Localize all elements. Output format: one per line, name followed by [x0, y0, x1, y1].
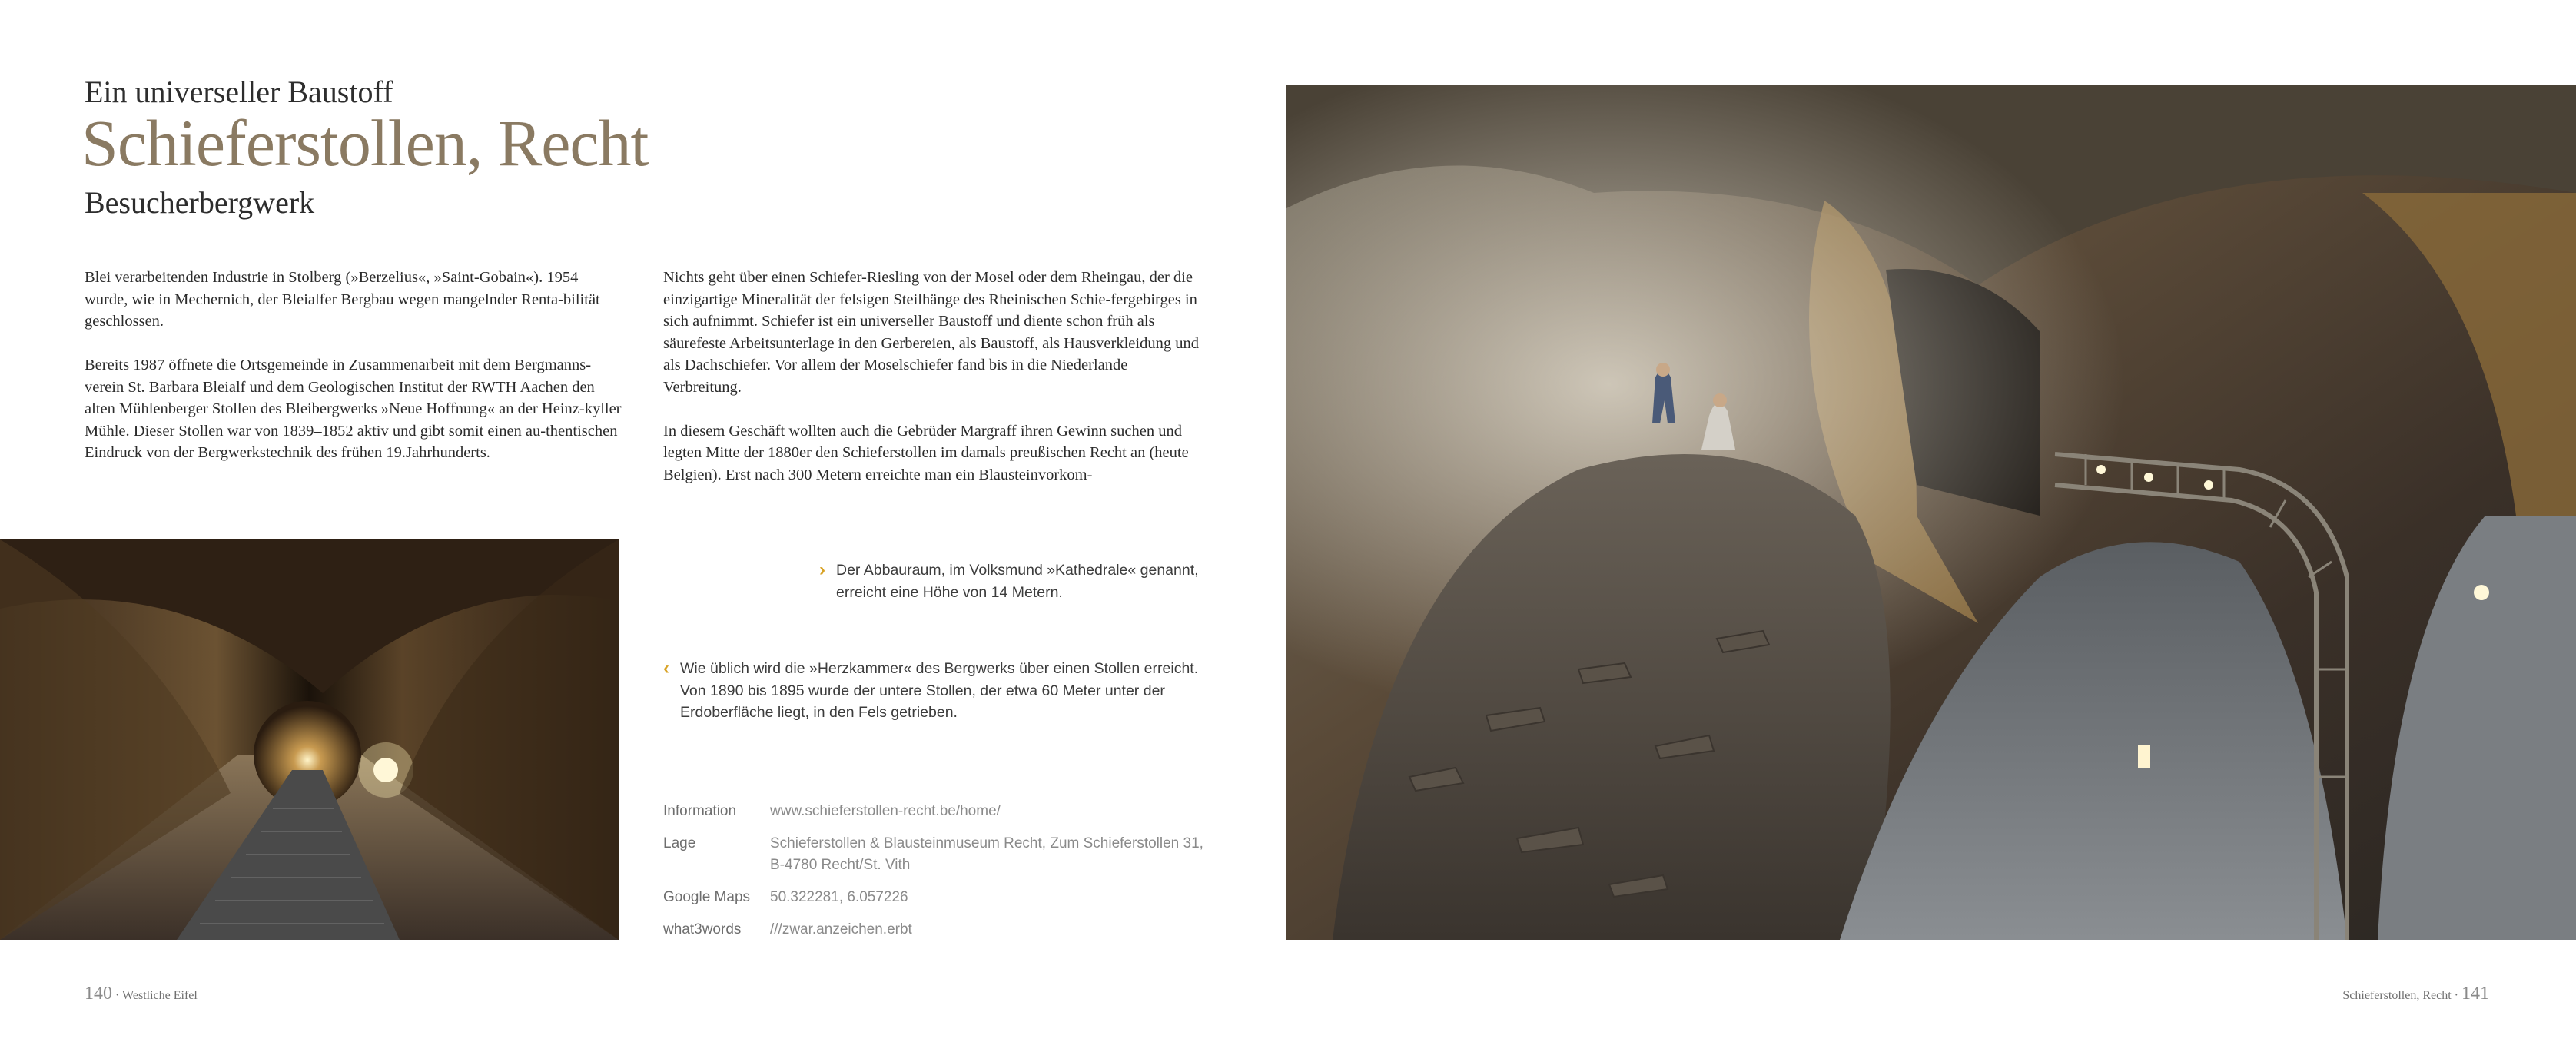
- info-label: Google Maps: [663, 889, 751, 905]
- info-row-what3words: [663, 919, 1217, 941]
- info-row-lage: [663, 833, 1217, 876]
- info-coordinates: 50.322281, 6.057226: [770, 889, 908, 905]
- body-column-left: [85, 267, 622, 486]
- info-label: what3words: [663, 921, 742, 938]
- info-label: Lage: [663, 835, 696, 851]
- info-row-information: [663, 801, 1217, 822]
- chevron-left-icon: ‹: [663, 658, 669, 679]
- paragraph: In diesem Geschäft wollten auch die Gebrüder Margraff ihren Gewinn suchen und legten Mitte der 1880er den Schieferstollen im damals preußischen Recht an (heute Belgien). Erst nach 300 Metern erreichte man ein Blausteinvorkom-: [663, 422, 1189, 483]
- section-name-right: Schieferstollen, Recht: [2342, 989, 2452, 1002]
- info-website-link[interactable]: www.schieferstollen-recht.be/home/: [770, 803, 1001, 819]
- footer-right: [2342, 984, 2489, 1004]
- section-name-left: Westliche Eifel: [122, 989, 198, 1002]
- subtitle: Besucherbergwerk: [85, 185, 315, 220]
- paragraph: Blei verarbeitenden Industrie in Stolberg (»Berzelius«, »Saint-Gobain«). 1954 wurde, wie in Mechernich, der Bleialfer Bergbau wegen mangelnder Renta-bilität geschlossen.: [85, 269, 600, 330]
- page-number-left: 140: [85, 984, 112, 1004]
- paragraph: Nichts geht über einen Schiefer-Riesling von der Mosel oder dem Rheingau, der die einzigartige Mineralität der felsigen Steilhänge des Rheinischen Schie-fergebirges in sich aufnimmt. Schiefer ist ein universeller Baustoff und diente schon früh als säurefeste Arbeitsunterlage in den Gerbereien, als Baustoff, als Hausverkleidung und als Dachschiefer. Vor allem der Moselschiefer fand bis in die Niederlande Verbreitung.: [663, 269, 1199, 396]
- tunnel-photo: [0, 539, 619, 940]
- info-what3words: ///zwar.anzeichen.erbt: [770, 921, 912, 938]
- caption-right-photo: [819, 559, 1219, 603]
- cavern-photo: [1286, 85, 2576, 940]
- body-column-right: [663, 267, 1201, 508]
- kicker: Ein universeller Baustoff: [85, 75, 393, 109]
- page-title: Schieferstollen, Recht: [81, 106, 649, 180]
- page-number-right: 141: [2461, 984, 2489, 1004]
- caption-left-photo: [663, 658, 1217, 724]
- info-block: [663, 801, 1217, 951]
- footer-separator: ·: [2454, 989, 2458, 1002]
- info-address: Schieferstollen & Blausteinmuseum Recht, Zum Schieferstollen 31, B-4780 Recht/St. Vith: [770, 835, 1203, 873]
- footer-left: [85, 984, 198, 1004]
- paragraph: Bereits 1987 öffnete die Ortsgemeinde in Zusammenarbeit mit dem Bergmanns-verein St. Barbara Bleialf und dem Geologischen Institut der RWTH Aachen den alten Mühlenberger Stollen des Bleibergwerks »Neue Hoffnung« an der Heinz-kyller Mühle. Dieser Stollen war von 1839–1852 aktiv und gibt somit einen au-thentischen Eindruck von der Bergwerkstechnik des frühen 19.Jahrhunderts.: [85, 357, 622, 461]
- caption-text: Der Abbauraum, im Volksmund »Kathedrale« genannt, erreicht eine Höhe von 14 Metern.: [836, 562, 1199, 601]
- footer-separator: ·: [115, 989, 120, 1002]
- chevron-right-icon: ›: [819, 559, 825, 580]
- caption-text: Wie üblich wird die »Herzkammer« des Bergwerks über einen Stollen erreicht. Von 1890 bis 1895 wurde der untere Stollen, der etwa 60 Meter unter der Erdoberfläche liegt, in den Fels getrieben.: [680, 660, 1199, 721]
- info-label: Information: [663, 803, 737, 819]
- info-row-google-maps: [663, 887, 1217, 908]
